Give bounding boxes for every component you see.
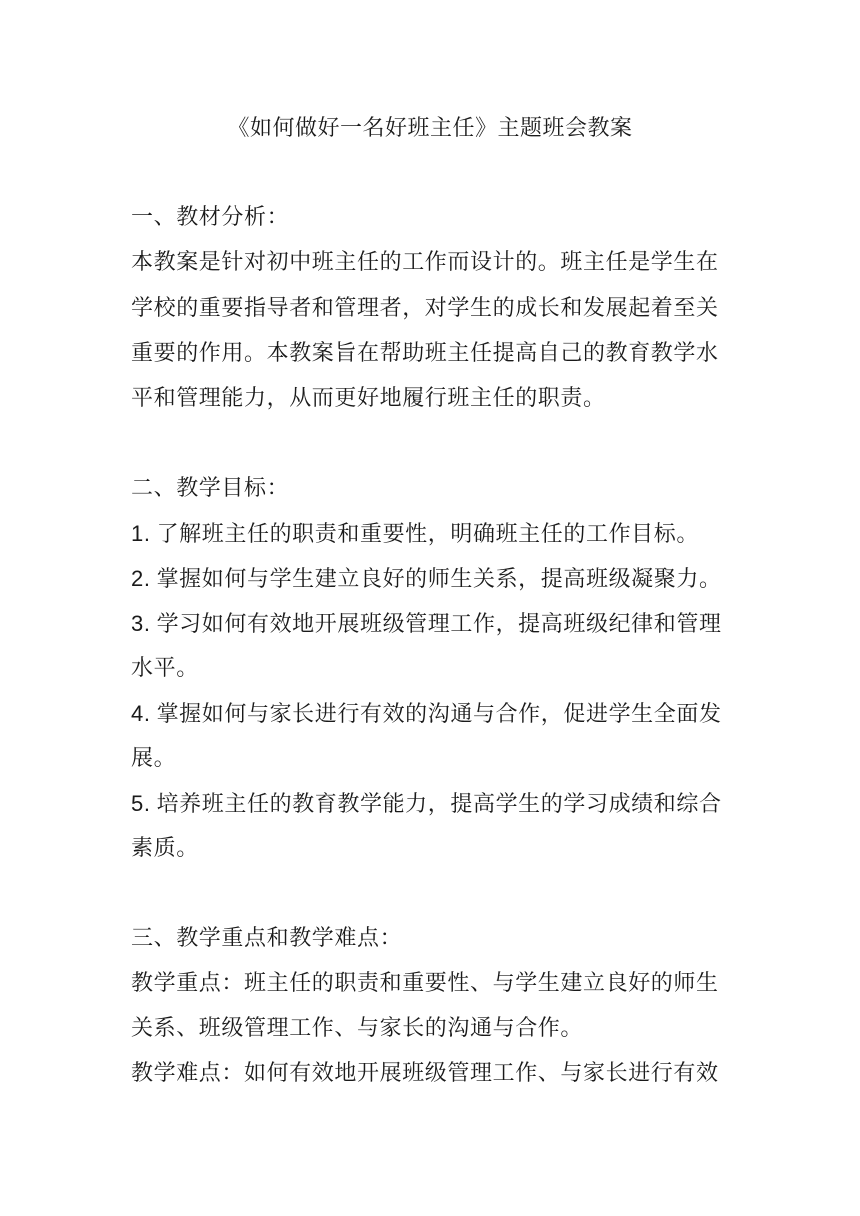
list-item xyxy=(131,518,731,551)
paragraph-line: 本教案是针对初中班主任的工作而设计的。班主任是学生在 xyxy=(131,250,719,275)
paragraph-line: 重要的作用。本教案旨在帮助班主任提高自己的教育教学水 xyxy=(131,341,719,366)
list-item-continuation: 水平。 xyxy=(131,656,199,681)
list-item-number: 3. xyxy=(131,611,151,636)
list-item xyxy=(131,788,731,821)
paragraph-line: 学校的重要指导者和管理者，对学生的成长和发展起着至关 xyxy=(131,296,719,321)
section-heading: 三、教学重点和教学难点： xyxy=(131,926,403,951)
list-item xyxy=(131,563,731,596)
paragraph-line: 教学重点：班主任的职责和重要性、与学生建立良好的师生 xyxy=(131,971,719,996)
paragraph-line: 关系、班级管理工作、与家长的沟通与合作。 xyxy=(131,1016,584,1041)
list-item-text: 掌握如何与家长进行有效的沟通与合作，促进学生全面发 xyxy=(156,702,722,727)
document-title: 《如何做好一名好班主任》主题班会教案 xyxy=(227,116,633,141)
list-item xyxy=(131,698,731,731)
list-item-number: 5. xyxy=(131,791,151,816)
list-item-continuation: 素质。 xyxy=(131,836,199,861)
list-item-number: 1. xyxy=(131,521,151,546)
section-heading: 一、教材分析： xyxy=(131,205,290,230)
list-item-text: 培养班主任的教育教学能力，提高学生的学习成绩和综合 xyxy=(156,792,722,817)
paragraph-line: 教学难点：如何有效地开展班级管理工作、与家长进行有效 xyxy=(131,1061,719,1086)
list-item-number: 4. xyxy=(131,701,151,726)
list-item xyxy=(131,608,731,641)
section-heading: 二、教学目标： xyxy=(131,476,290,501)
paragraph-line: 平和管理能力，从而更好地履行班主任的职责。 xyxy=(131,386,606,411)
list-item-text: 学习如何有效地开展班级管理工作，提高班级纪律和管理 xyxy=(156,612,722,637)
list-item-number: 2. xyxy=(131,566,151,591)
list-item-text: 掌握如何与学生建立良好的师生关系，提高班级凝聚力。 xyxy=(156,567,722,592)
list-item-continuation: 展。 xyxy=(131,746,177,771)
list-item-text: 了解班主任的职责和重要性，明确班主任的工作目标。 xyxy=(156,522,699,547)
